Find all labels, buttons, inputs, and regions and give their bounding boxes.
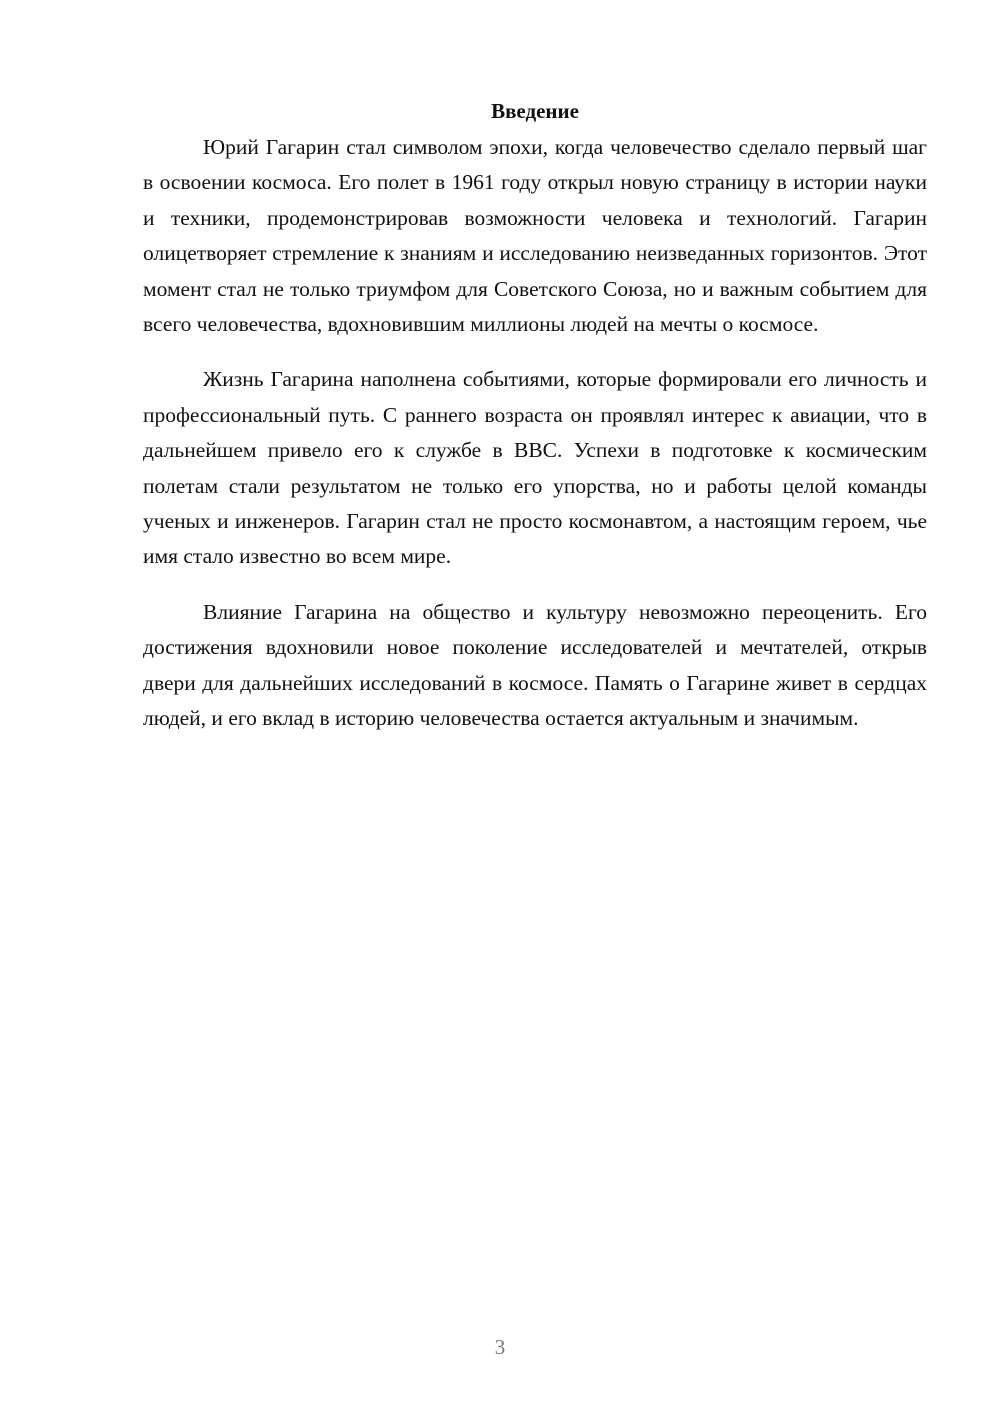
page-content [143,96,927,757]
paragraph: Жизнь Гагарина наполнена событиями, которые формировали его личность и профессиональный путь. С раннего возраста он проявлял интерес к авиации, что в дальнейшем привело его к службе в ВВС. Успехи в подготовке к космическим полетам стали результатом не только его упорства, но и работы целой команды ученых и инженеров. Гагарин стал не просто космонавтом, а настоящим героем, чье имя стало известно во всем мире. [143,367,927,569]
paragraph: Юрий Гагарин стал символом эпохи, когда человечество сделало первый шаг в освоении космоса. Его полет в 1961 году открыл новую страницу в истории науки и техники, продемонстрировав возможности человека и технологий. Гагарин олицетворяет стремление к знаниям и исследованию неизведанных горизонтов. Этот момент стал не только триумфом для Советского Союза, но и важным событием для всего человечества, вдохновившим миллионы людей на мечты о космосе. [143,135,927,337]
section-heading: Введение [491,99,579,123]
page-number: 3 [494,1335,506,1359]
paragraph: Влияние Гагарина на общество и культуру невозможно переоценить. Его достижения вдохновили новое поколение исследователей и мечтателей, открыв двери для дальнейших исследований в космосе. Память о Гагарине живет в сердцах людей, и его вклад в историю человечества остается актуальным и значимым. [143,599,927,731]
